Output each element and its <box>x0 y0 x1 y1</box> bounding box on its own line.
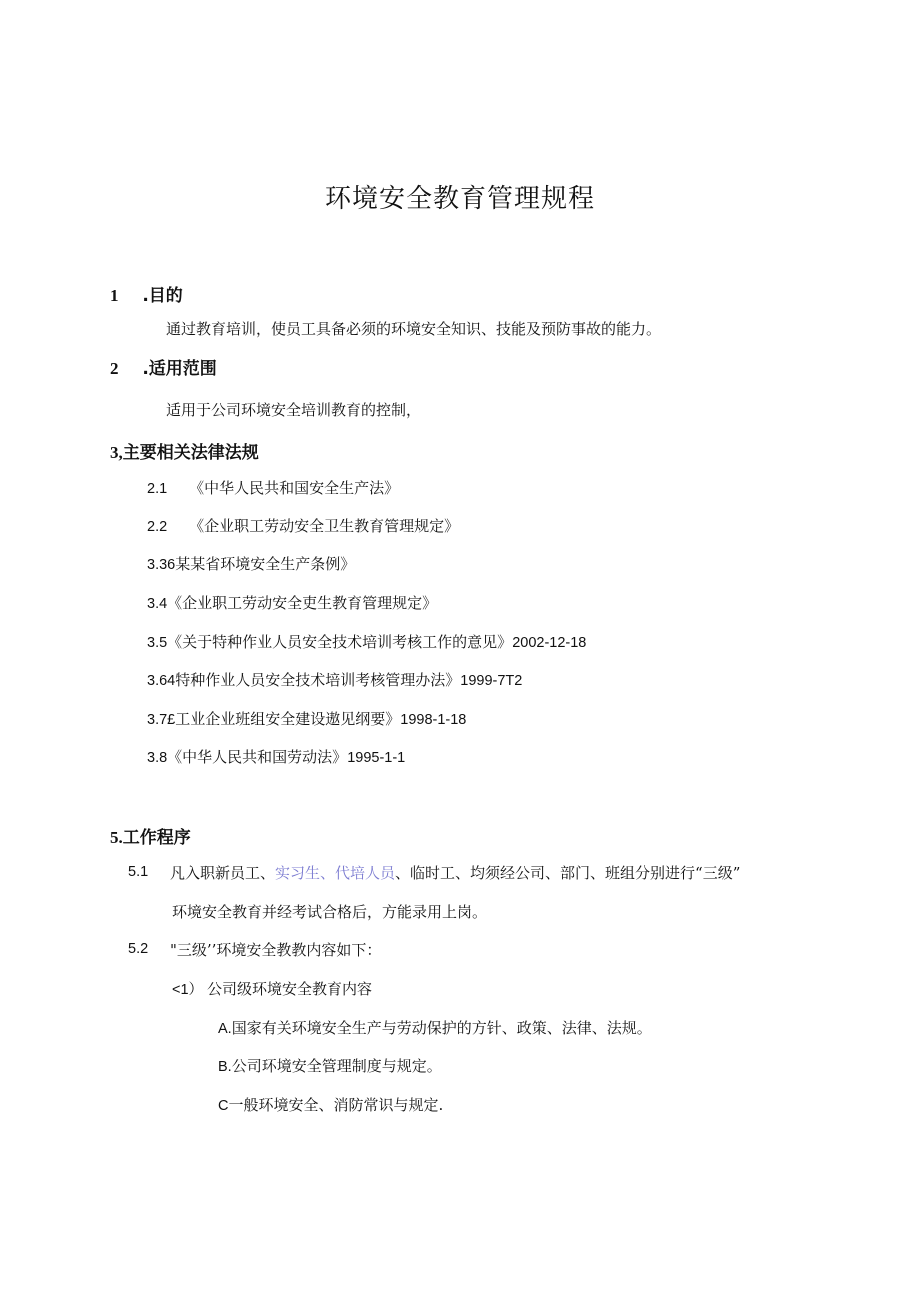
section-2-body: 适用于公司环境安全培训教育的控制， <box>166 401 422 419</box>
law-item-number: 3.4 <box>147 596 168 612</box>
section-1-title: .目的 <box>142 286 183 306</box>
law-item <box>147 553 355 574</box>
paragraph-5-1-highlight: 实习生、代培人员 <box>275 864 396 882</box>
law-item-text: 特种作业人员安全技术培训考核管理办法》 <box>175 671 461 689</box>
content-item-letter: B. <box>218 1059 232 1075</box>
law-item-text: 《中华人民共和国安全生产法》 <box>189 479 400 497</box>
law-item-date: 1998-1-18 <box>400 712 467 728</box>
section-3-title: 主要相关法律法规 <box>122 443 259 463</box>
law-item-text: 《中华人民共和国劳动法》 <box>167 748 348 766</box>
paragraph-5-1-pre: 凡入职新员工、 <box>170 864 276 882</box>
law-item <box>147 708 466 729</box>
law-item-number: 3.5 <box>147 635 168 651</box>
law-item-date: 1995-1-1 <box>347 750 406 766</box>
section-2-number: 2 <box>110 359 119 378</box>
paragraph-5-1-number: 5.1 <box>128 864 149 880</box>
content-item <box>218 1055 442 1076</box>
paragraph-5-2-number: 5.2 <box>128 941 149 957</box>
section-5-title: 工作程序 <box>122 828 191 848</box>
paragraph-5-1-line-1 <box>170 862 740 883</box>
section-5-heading <box>110 823 191 848</box>
section-1-body: 通过教育培训，使员工具备必须的环境安全知识、技能及预防事故的能力。 <box>166 320 662 338</box>
law-item-text: 工业企业班组安全建设遨见纲要》 <box>175 710 401 728</box>
law-item <box>147 477 399 498</box>
law-item-number: 2.1 <box>147 481 168 497</box>
law-item <box>147 631 586 652</box>
section-1-heading <box>110 281 183 306</box>
section-3-number: 3, <box>110 443 123 462</box>
content-item-letter: C <box>218 1098 229 1114</box>
law-item-text: 《企业职工劳动安全卫生教育管理规定》 <box>189 517 460 535</box>
law-item-number: 3.8 <box>147 750 168 766</box>
paragraph-5-1-post: 、临时工、均须经公司、部门、班组分别进行“三级” <box>395 864 741 882</box>
law-item <box>147 746 405 767</box>
law-item-text: 某某省环境安全生产条例》 <box>175 555 356 573</box>
section-2-title: .适用范围 <box>142 359 217 379</box>
page-title: 环境安全教育管理规程 <box>324 184 595 214</box>
law-item <box>147 669 522 690</box>
content-item <box>218 1094 443 1115</box>
content-item-text: 一般环境安全、消防常识与规定. <box>228 1096 444 1114</box>
law-item-text: 《企业职工劳动安全吏生教育管理规定》 <box>167 594 438 612</box>
law-item-number: 3.36 <box>147 557 176 573</box>
subsection-1-heading <box>172 978 372 999</box>
paragraph-5-2-text: "三级’’环境安全教教内容如下： <box>170 941 382 959</box>
law-item-number: 3.64 <box>147 673 176 689</box>
law-item-text: 《关于特种作业人员安全技术培训考核工作的意见》 <box>167 633 513 651</box>
law-item-date: 2002-12-18 <box>512 635 587 651</box>
section-5-number: 5. <box>110 828 123 847</box>
content-item-letter: A. <box>218 1021 232 1037</box>
section-3-heading <box>110 438 259 463</box>
law-item-date: 1999-7T2 <box>460 673 523 689</box>
content-item <box>218 1017 652 1038</box>
paragraph-5-1-line-2: 环境安全教育并经考试合格后，方能录用上岗。 <box>172 903 488 921</box>
law-item <box>147 515 459 536</box>
section-2-heading <box>110 354 217 379</box>
subsection-1-title: 公司级环境安全教育内容 <box>207 980 373 998</box>
section-1-number: 1 <box>110 286 119 305</box>
law-item <box>147 592 437 613</box>
law-item-number: 3.7£ <box>147 712 176 728</box>
content-item-text: 国家有关环境安全生产与劳动保护的方针、政策、法律、法规。 <box>231 1019 652 1037</box>
content-item-text: 公司环境安全管理制度与规定。 <box>231 1057 442 1075</box>
law-item-number: 2.2 <box>147 519 168 535</box>
subsection-1-number: <1） <box>172 982 204 998</box>
